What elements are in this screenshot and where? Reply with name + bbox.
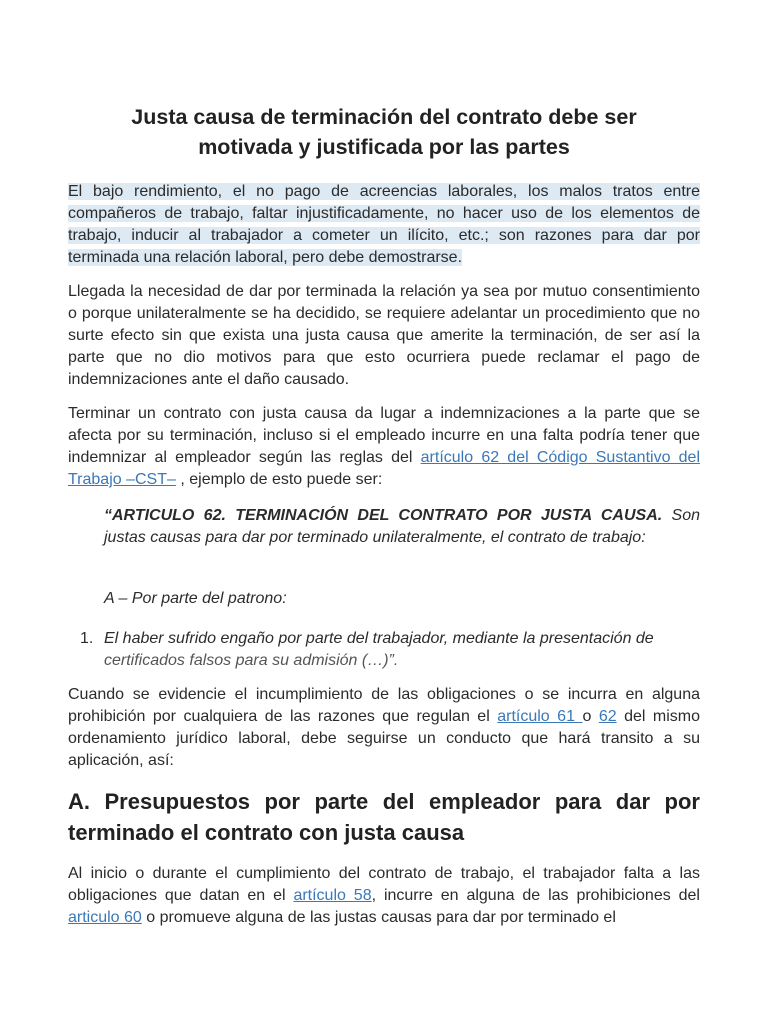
paragraph-inicio [68, 863, 700, 929]
paragraph-text-end: del mismo ordenamiento jurídico laboral, debe seguirse un conducto que hará transito a su aplicación, así: [68, 708, 701, 769]
quote-articulo-62 [104, 505, 700, 549]
link-articulo-62-cst[interactable]: artículo 62 del Código Sustantivo del Trabajo –CST– [68, 449, 701, 488]
link-articulo-62[interactable]: 62 [598, 708, 617, 725]
quote-heading: “ARTICULO 62. TERMINACIÓN DEL CONTRATO POR JUSTA CAUSA. [104, 507, 663, 524]
paragraph-incumplimiento [68, 684, 700, 772]
paragraph-text-end: , ejemplo de esto puede ser: [175, 471, 383, 488]
quote-body: Son justas causas para dar por terminado unilateralmente, el contrato de trabajo: [104, 507, 700, 546]
paragraph-text-mid: , incurre en alguna de las prohibiciones del [371, 887, 700, 904]
quote-subheading: A – Por parte del patrono: [104, 590, 287, 607]
highlighted-intro-paragraph [68, 181, 700, 269]
paragraph-text: Terminar un contrato con justa causa da lugar a indemnizaciones a la parte que se afecta por su terminación, incluso si el empleado incurre en una falta podría tener que indemnizar al empleador según las reglas del [68, 405, 700, 466]
list-text [104, 628, 700, 672]
paragraph-text-end: o promueve alguna de las justas causas para dar por terminado el [141, 909, 616, 926]
intro-text: El bajo rendimiento, el no pago de acreencias laborales, los malos tratos entre compañeros de trabajo, faltar injustificadamente, no hacer uso de los elementos de trabajo, inducir al trabajador a cometer un ilícito, etc.; son razones para dar por terminada una relación laboral, pero debe demostrarse. [68, 183, 700, 266]
paragraph-indemnizaciones [68, 403, 700, 491]
list-text-main: El haber sufrido engaño por parte del trabajador, mediante la presentación de [104, 630, 654, 647]
title-line-1: Justa causa de terminación del contrato debe ser [131, 105, 637, 129]
link-articulo-58[interactable]: artículo 58 [293, 887, 372, 904]
link-articulo-60[interactable]: articulo 60 [68, 909, 142, 926]
list-number: 1. [80, 630, 94, 647]
page-title [68, 102, 700, 162]
paragraph-text: Cuando se evidencie el incumplimiento de las obligaciones o se incurra en alguna prohibición por cualquiera de las razones que regulan el [68, 686, 700, 725]
list-text-tail: certificados falsos para su admisión (…)”. [104, 652, 399, 669]
link-articulo-61[interactable]: artículo 61 [497, 708, 583, 725]
paragraph-necesidad: Llegada la necesidad de dar por terminada la relación ya sea por mutuo consentimiento o porque unilateralmente se ha decidido, se requiere adelantar un procedimiento que no surte efecto sin que exista una justa causa que amerite la terminación, de ser así la parte que no dio motivos para que esto ocurriera puede reclamar el pago de indemnizaciones ante el daño causado. [68, 283, 700, 388]
section-heading: A. Presupuestos por parte del empleador para dar por terminado el contrato con justa causa [68, 789, 700, 845]
paragraph-text: Al inicio o durante el cumplimiento del contrato de trabajo, el trabajador falta a las obligaciones que datan en el [68, 865, 700, 904]
title-line-2: motivada y justificada por las partes [198, 135, 570, 159]
connector-text: o [582, 708, 599, 725]
